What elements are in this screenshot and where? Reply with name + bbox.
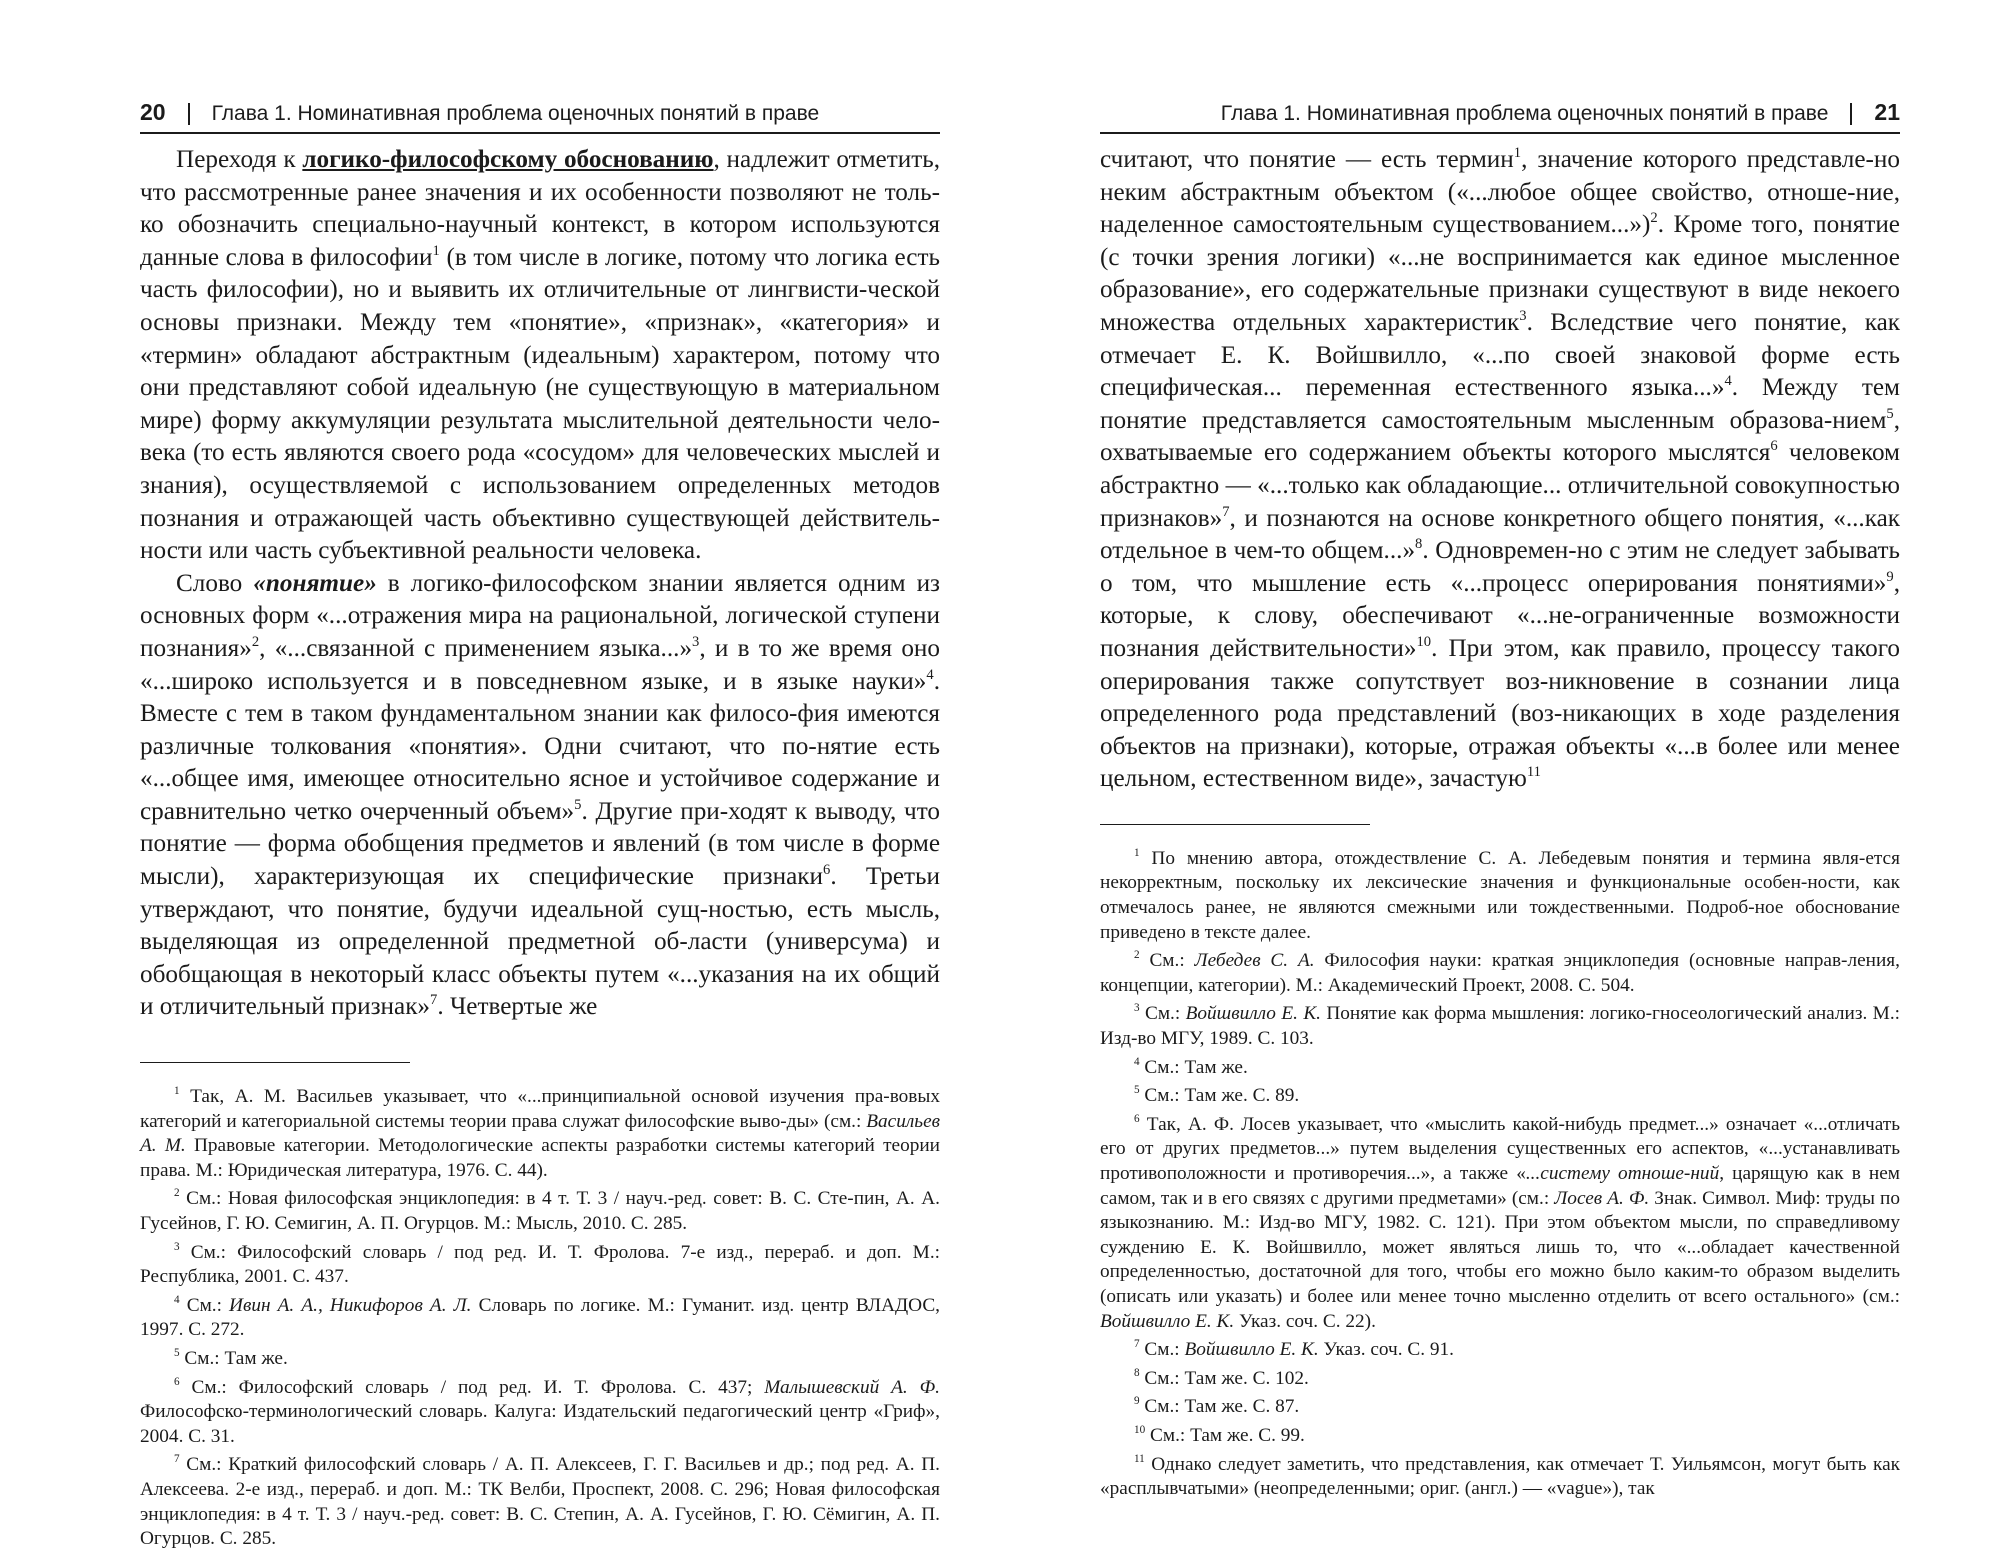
paragraph: считают, что понятие — есть термин$^1$, значение которого представле-но неким абстрактным объектом («...любое общее свойство, отноше-ние, наделенное самостоятельным существованием...»)$^2$. Кроме того, понятие (с точки зрения логики) «...не воспринимается как единое мысленное образование», его содержательные признаки существуют в виде некоего множества отдельных характеристик$^3$. Вследствие чего понятие, как отмечает Е. К. Войшвилло, «...по своей знаковой форме есть специфическая... переменная естественного языка...»$^4$. Между тем понятие представляется самостоятельным мысленным образова-нием$^5$, охватываемые его содержанием объекты которого мыслятся$^6$ человеком абстрактно — «...только как обладающие... отличительной совокупностью признаков»$^7$, и познаются на основе конкретного общего понятия, «...как отдельное в чем-то общем...»$^8$. Одновремен-но с этим не следует забывать о том, что мышление есть «...процесс оперирования понятиями»$^9$, которые, к слову, обеспечивают «...не-ограниченные возможности познания действительности»$^{10}$. При этом, как правило, процессу такого оперирования также сопутствует воз-никновение в сознании лица определенного рода представлений (воз-никающих в ходе разделения объектов на признаки), которые, отражая объекты «...в более или менее цельном, естественном виде», зачастую$^{11}$: [1100, 144, 1901, 793]
body-text: [1100, 144, 1900, 796]
page-number: 21: [1874, 99, 1900, 125]
footnote: $^9$ См.: Там же. С. 87.: [1134, 1395, 1300, 1418]
header-divider: [1850, 103, 1852, 125]
footnote-separator: [140, 1062, 410, 1063]
left-page: [140, 0, 940, 1556]
footnote-ref: 6: [823, 861, 831, 878]
footnote: $^{10}$ См.: Там же. С. 99.: [1134, 1424, 1305, 1446]
footnote-ref: 4: [926, 666, 934, 683]
chapter-title: Глава 1. Номинативная проблема оценочных понятий в праве: [1220, 102, 1829, 125]
footnote: $^7$ См.: Войшвилло Е. К. Указ. соч. С. 91.: [1134, 1338, 1454, 1361]
emphasized-term: «понятие»: [253, 569, 377, 597]
footnote-ref: 5: [574, 796, 582, 813]
paragraph: Слово «понятие» в логико-философском знании является одним из основных форм «...отражения мира на рациональной, логической ступени познания»$^2$, «...связанной с применением языка...»$^3$, и в то же время оно «...широко используется и в повседневном языке, и в языке науки»$^4$. Вместе с тем в таком фундаментальном знании как филосо-фия имеются различные толкования «понятия». Одни считают, что по-нятие есть «...общее имя, имеющее относительно ясное и устойчивое содержание и сравнительно четко очерченный объем»$^5$. Другие при-ходят к выводу, что понятие — форма обобщения предметов и явлений (в том числе в форме мысли), характеризующая их специфические признаки$^6$. Третьи утверждают, что понятие, будучи идеальной сущ-ностью, есть мысль, выделяющая из определенной предметной об-ласти (универсума) и обобщающая в некоторый класс объекты путем «...указания на их общий и отличительный признак»$^7$. Четвертые же: [140, 569, 940, 1021]
footnote: $^2$ См.: Новая философская энциклопедия: в 4 т. Т. 3 / науч.-ред. совет: В. С. Сте-пин, А. А. Гусейнов, Г. Ю. Семигин, А. П. Огурцов. М.: Мысль, 2010. С. 285.: [140, 1187, 940, 1234]
chapter-title: Глава 1. Номинативная проблема оценочных понятий в праве: [211, 102, 820, 125]
footnote: $^6$ Так, А. Ф. Лосев указывает, что «мыслить какой-нибудь предмет...» означает «...отличать его от других предметов...» путем выделения существенных его аспектов, «...устанавливать противоположности и противоречия...», а также «...систему отноше-ний, царящую как в нем самом, так и в его связях с другими предметами» (см.: Лосев А. Ф. Знак. Символ. Миф: труды по языкознанию. М.: Изд-во МГУ, 1982. С. 121). При этом объектом мысли, по справедливому суждению Е. К. Войшвилло, может являться лишь то, что «...обладает качественной определенностью, достаточной для того, чтобы его можно было каким-то образом выделить (описать или указать) и более или менее точно мысленно отделить от всего остального» (см.: Войшвилло Е. К. Указ. соч. С. 22).: [1100, 1112, 1901, 1332]
emphasized-term: логико-философскому обоснованию: [302, 146, 714, 173]
footnote: $^3$ См.: Войшвилло Е. К. Понятие как форма мышления: логико-гносеологический анализ. М.: Изд-во МГУ, 1989. С. 103.: [1100, 1002, 1900, 1050]
footnote-ref: 1: [1513, 144, 1522, 161]
footnote: $^2$ См.: Лебедев С. А. Философия науки: краткая энциклопедия (основные направ-ления, концепции, категории). М.: Академический Проект, 2008. С. 504.: [1100, 949, 1900, 996]
footnote: $^3$ См.: Философский словарь / под ред. И. Т. Фролова. 7-е изд., перераб. и доп. М.: Республика, 2001. С. 437.: [140, 1240, 940, 1288]
footnote: $^7$ См.: Краткий философский словарь / А. П. Алексеев, Г. Г. Васильев и др.; под ред. А. П. Алексеева. 2-е изд., перераб. и доп. М.: ТК Велби, Проспект, 2008. С. 296; Новая философская энциклопедия: в 4 т. Т. 3 / науч.-ред. совет: В. С. Степин, А. А. Гусейнов, Г. Ю. Сёмигин, А. П. Огурцов. С. 285.: [140, 1453, 940, 1550]
footnote-ref: 10: [1416, 633, 1432, 650]
body-text: [140, 144, 940, 1024]
running-head: [1100, 92, 1900, 134]
footnote-separator: [1100, 824, 1370, 825]
footnote-ref: 2: [1650, 209, 1658, 226]
footnotes: [140, 1085, 940, 1552]
page-number: 20: [140, 99, 166, 125]
footnote-ref: 3: [692, 633, 700, 650]
footnote: $^{11}$ Однако следует заметить, что представления, как отмечает Т. Уильямсон, могут быть как «расплывчатыми» (неопределенными; ориг. (англ.) — «vague»), так: [1100, 1452, 1900, 1500]
footnote-ref: 3: [1519, 307, 1527, 324]
paragraph: Переходя к логико-философскому обоснованию, надлежит отметить, что рассмотренные ранее значения и их особенности позволяют не толь-ко обозначить специально-научный контекст, в котором используются данные слова в философии$^1$ (в том числе в логике, потому что логика есть часть философии), но и выявить их отличительные от лингвисти-ческой основы признаки. Между тем «понятие», «признак», «категория» и «термин» обладают абстрактным (идеальным) характером, потому что они представляют собой идеальную (не существующую в материальном мире) форму аккумуляции результата мыслительной деятельности чело-века (то есть являются своего рода «сосудом» для человеческих мыслей и знания), осуществляемой с использованием определенных методов познания и отражающей часть объективно существующей действитель-ности или часть субъективной реальности человека.: [140, 146, 941, 565]
footnote-ref: 7: [430, 992, 438, 1009]
footnote: $^5$ См.: Там же.: [174, 1347, 288, 1369]
footnote: $^1$ По мнению автора, отождествление С. А. Лебедевым понятия и термина явля-ется некорректным, поскольку их лексические значения и функциональные особен-ности, как отмечалось ранее, не являются смежными или тождественными. Подроб-ное обоснование приведено в тексте далее.: [1100, 847, 1900, 943]
header-divider: [188, 103, 190, 125]
footnote-ref: 9: [1886, 568, 1894, 585]
footnote-ref: 7: [1222, 503, 1230, 520]
footnote-ref: 5: [1886, 405, 1894, 422]
footnote-ref: 11: [1526, 764, 1541, 781]
running-head: [140, 92, 940, 134]
footnote: $^4$ См.: Ивин А. А., Никифоров А. Л. Словарь по логике. М.: Гуманит. изд. центр ВЛАДОС, 1997. С. 272.: [140, 1293, 940, 1341]
footnote: $^5$ См.: Там же. С. 89.: [1134, 1084, 1300, 1107]
footnote-ref: 6: [1770, 438, 1778, 455]
footnote-ref: 8: [1415, 535, 1423, 552]
footnote: $^1$ Так, А. М. Васильев указывает, что «...принципиальной основой изучения пра-вовых категорий и категориальной системы теории права служат философские выво-ды» (см.: Васильев А. М. Правовые категории. Методологические аспекты разработки системы категорий теории права. М.: Юридическая литература, 1976. С. 44).: [140, 1085, 941, 1181]
footnote-ref: 2: [251, 633, 260, 650]
footnote-ref: 4: [1724, 372, 1732, 389]
footnote: $^8$ См.: Там же. С. 102.: [1134, 1366, 1309, 1389]
footnote: $^6$ См.: Философский словарь / под ред. И. Т. Фролова. С. 437; Малышевский А. Ф. Философско-терминологический словарь. Калуга: Издательский педагогический центр «Гриф», 2004. С. 31.: [140, 1375, 940, 1447]
footnotes: [1100, 847, 1900, 1502]
footnote: $^4$ См.: Там же.: [1134, 1055, 1248, 1078]
right-page: [1100, 0, 1900, 1506]
footnote-ref: 1: [432, 242, 440, 259]
